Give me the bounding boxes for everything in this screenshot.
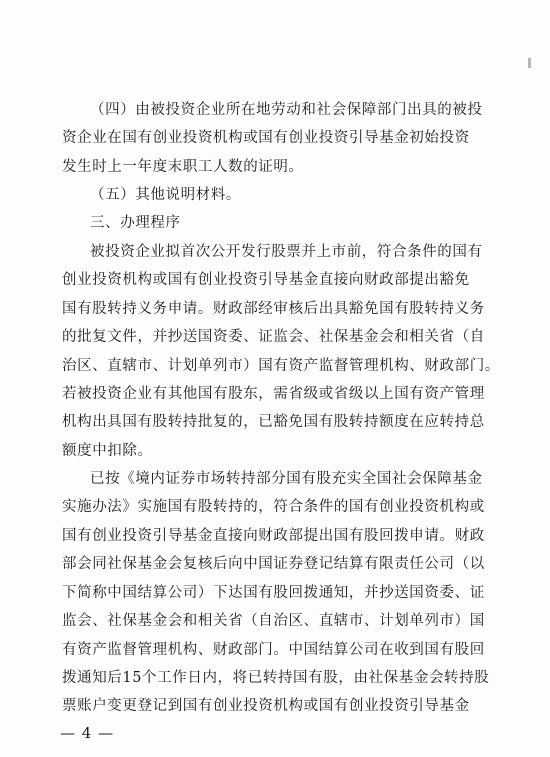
paragraph-line: 额度中扣除。 [62, 443, 153, 459]
paragraph-line: 监会、社保基金会和相关省（自治区、直辖市、计划单列市）国 [62, 613, 485, 629]
paragraph-line: 若被投资企业有其他国有股东，需省级或省级以上国有资产管理 [62, 386, 485, 402]
paragraph-line: 部会同社保基金会复核后向中国证券登记结算有限责任公司（以 [62, 556, 485, 572]
paragraph-line: 机构出具国有股转持批复的，已豁免国有股转持额度在应转持总 [62, 414, 485, 430]
scan-mark [528, 58, 531, 68]
paragraph-line: 的批复文件，并抄送国资委、证监会、社保基金会和相关省（自 [62, 329, 485, 345]
paragraph-line: 资企业在国有创业投资机构或国有创业投资引导基金初始投资 [62, 130, 470, 146]
paragraph-line: 被投资企业拟首次公开发行股票并上市前，符合条件的国有 [90, 244, 483, 260]
paragraph-line: 国有创业投资引导基金直接向财政部提出国有股回拨申请。财政 [62, 528, 485, 544]
paragraph-line: （五）其他说明材料。 [90, 187, 241, 203]
paragraph-line: 治区、直辖市、计划单列市）国有资产监督管理机构、财政部门。 [62, 358, 500, 374]
paragraph-line: （四）由被投资企业所在地劳动和社会保障部门出具的被投 [90, 102, 483, 118]
page-number: — 4 — [60, 724, 115, 742]
paragraph-line: 已按《境内证券市场转持部分国有股充实全国社会保障基金 [90, 471, 483, 487]
paragraph-line: 下简称中国结算公司）下达国有股回拨通知，并抄送国资委、证 [62, 585, 485, 601]
paragraph-line: 票账户变更登记到国有创业投资机构或国有创业投资引导基金 [62, 698, 470, 714]
paragraph-line: 有资产监督管理机构、财政部门。中国结算公司在收到国有股回 [62, 642, 485, 658]
paragraph-line: 国有股转持义务申请。财政部经审核后出具豁免国有股转持义务 [62, 301, 485, 317]
paragraph-line: 实施办法》实施国有股转持的，符合条件的国有创业投资机构或 [62, 499, 485, 515]
paragraph-line: 拨通知后15个工作日内，将已转持国有股，由社保基金会转持股 [62, 670, 490, 686]
paragraph-line: 创业投资机构或国有创业投资引导基金直接向财政部提出豁免 [62, 272, 470, 288]
paragraph-line: 发生时上一年度末职工人数的证明。 [62, 159, 304, 175]
section-heading: 三、办理程序 [90, 215, 181, 231]
